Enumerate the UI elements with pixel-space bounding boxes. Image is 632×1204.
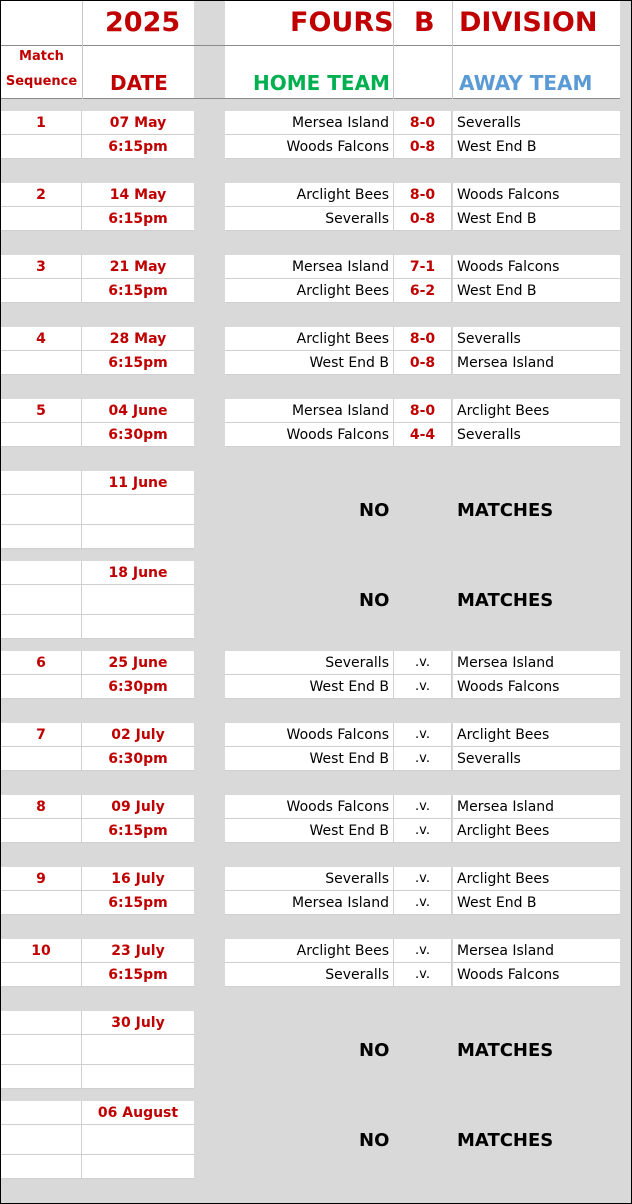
score-cell-text: 7-1 — [409, 259, 436, 275]
matches-label: MATCHES — [457, 1040, 554, 1061]
match-seq-cell — [1, 795, 82, 819]
no-label: NO — [359, 1040, 390, 1061]
away-team-cell-text: Woods Falcons — [457, 187, 560, 203]
away-team-cell — [453, 111, 620, 135]
versus-cell-text: .v. — [415, 799, 430, 814]
blank-seq-cell — [1, 1011, 82, 1035]
match-date-cell — [82, 255, 194, 279]
home-team-cell-text: Woods Falcons — [286, 799, 389, 815]
match-seq-cell-text: 7 — [36, 727, 46, 743]
match-date-cell — [82, 327, 194, 351]
year-title: 2025 — [105, 7, 181, 38]
away-team-cell-text: Arclight Bees — [457, 403, 550, 419]
blank-date-cell — [82, 495, 194, 525]
header-grey-col — [194, 1, 225, 99]
match-seq-blank — [1, 423, 82, 447]
score-cell — [394, 135, 452, 159]
blank-date-cell — [82, 585, 194, 615]
match-time-cell — [82, 891, 194, 915]
blank-date-cell — [82, 1035, 194, 1065]
home-team-cell-text: Mersea Island — [291, 895, 389, 911]
match-seq-cell — [1, 723, 82, 747]
away-team-cell — [453, 675, 620, 699]
away-team-cell — [453, 279, 620, 303]
away-team-cell-text: West End B — [457, 283, 537, 299]
match-seq-cell — [1, 399, 82, 423]
no-match-date-cell-text: 11 June — [108, 475, 168, 491]
no-label: NO — [359, 590, 390, 611]
away-team-cell-text: Mersea Island — [457, 655, 555, 671]
home-team-cell — [225, 423, 394, 447]
away-team-cell — [453, 351, 620, 375]
score-cell — [394, 327, 452, 351]
home-team-cell-text: West End B — [309, 823, 389, 839]
blank-date-cell — [82, 1065, 194, 1089]
match-time-cell — [82, 963, 194, 987]
match-date-cell — [82, 651, 194, 675]
no-match-date-cell-text: 30 July — [111, 1015, 165, 1031]
away-team-cell — [453, 399, 620, 423]
home-team-cell — [225, 327, 394, 351]
match-date-cell-text: 07 May — [109, 115, 167, 131]
versus-cell — [394, 939, 452, 963]
away-team-column-header: AWAY TEAM — [459, 71, 593, 95]
header-vline-3 — [452, 1, 453, 99]
match-date-cell-text: 09 July — [111, 799, 165, 815]
away-team-cell-text: Severalls — [457, 115, 521, 131]
home-team-cell-text: Mersea Island — [291, 115, 389, 131]
versus-cell — [394, 747, 452, 771]
no-match-date-cell — [82, 1011, 194, 1035]
match-time-cell — [82, 135, 194, 159]
home-team-cell-text: Severalls — [325, 871, 389, 887]
versus-cell-text: .v. — [415, 967, 430, 982]
versus-cell-text: .v. — [415, 895, 430, 910]
home-team-cell — [225, 819, 394, 843]
blank-seq-cell — [1, 1155, 82, 1179]
away-team-cell — [453, 651, 620, 675]
match-seq-cell-text: 3 — [36, 259, 46, 275]
away-team-cell — [453, 963, 620, 987]
match-time-cell — [82, 423, 194, 447]
home-team-cell-text: Severalls — [325, 655, 389, 671]
score-cell-text: 8-0 — [409, 331, 436, 347]
match-date-cell-text: 25 June — [108, 655, 168, 671]
home-team-cell-text: West End B — [309, 751, 389, 767]
matches-label: MATCHES — [457, 590, 554, 611]
home-team-cell — [225, 651, 394, 675]
score-cell-text: 6-2 — [409, 283, 436, 299]
home-team-cell — [225, 963, 394, 987]
away-team-cell-text: Severalls — [457, 751, 521, 767]
match-seq-cell — [1, 255, 82, 279]
score-cell — [394, 351, 452, 375]
blank-seq-cell — [1, 561, 82, 585]
match-seq-cell — [1, 651, 82, 675]
blank-date-cell — [82, 1155, 194, 1179]
match-time-cell-text: 6:15pm — [108, 355, 168, 371]
away-team-cell — [453, 255, 620, 279]
home-team-cell — [225, 795, 394, 819]
score-cell — [394, 111, 452, 135]
home-team-cell-text: Arclight Bees — [296, 283, 389, 299]
no-match-date-cell-text: 18 June — [108, 565, 168, 581]
match-seq-blank — [1, 963, 82, 987]
versus-cell — [394, 651, 452, 675]
no-label: NO — [359, 500, 390, 521]
home-team-cell-text: Woods Falcons — [286, 139, 389, 155]
away-team-cell-text: Arclight Bees — [457, 871, 550, 887]
match-date-cell-text: 02 July — [111, 727, 165, 743]
score-cell-text: 4-4 — [409, 427, 436, 443]
away-team-cell-text: Woods Falcons — [457, 967, 560, 983]
blank-seq-cell — [1, 1125, 82, 1155]
match-time-cell-text: 6:30pm — [108, 427, 168, 443]
home-team-cell — [225, 939, 394, 963]
blank-seq-cell — [1, 615, 82, 639]
match-date-cell — [82, 867, 194, 891]
match-seq-cell-text: 5 — [36, 403, 46, 419]
versus-cell-text: .v. — [415, 943, 430, 958]
match-time-cell — [82, 279, 194, 303]
sequence-label: Sequence — [5, 74, 78, 89]
away-team-cell-text: West End B — [457, 139, 537, 155]
match-date-cell — [82, 111, 194, 135]
match-seq-cell-text: 1 — [36, 115, 46, 131]
match-date-cell-text: 04 June — [108, 403, 168, 419]
versus-cell — [394, 819, 452, 843]
home-team-cell — [225, 207, 394, 231]
home-team-cell — [225, 399, 394, 423]
match-seq-cell-text: 8 — [36, 799, 46, 815]
home-team-cell-text: West End B — [309, 679, 389, 695]
blank-seq-cell — [1, 1101, 82, 1125]
home-team-cell — [225, 135, 394, 159]
away-team-cell — [453, 327, 620, 351]
match-seq-blank — [1, 819, 82, 843]
match-date-cell-text: 28 May — [109, 331, 167, 347]
match-seq-blank — [1, 279, 82, 303]
blank-seq-cell — [1, 471, 82, 495]
match-time-cell — [82, 207, 194, 231]
score-cell-text: 8-0 — [409, 115, 436, 131]
away-team-cell-text: Woods Falcons — [457, 259, 560, 275]
home-team-cell — [225, 111, 394, 135]
home-team-cell — [225, 351, 394, 375]
score-cell-text: 0-8 — [409, 139, 436, 155]
match-time-cell — [82, 351, 194, 375]
versus-cell — [394, 675, 452, 699]
match-time-cell — [82, 747, 194, 771]
away-team-cell-text: Mersea Island — [457, 943, 555, 959]
away-team-cell — [453, 423, 620, 447]
versus-cell-text: .v. — [415, 871, 430, 886]
versus-cell-text: .v. — [415, 823, 430, 838]
match-label: Match — [19, 49, 64, 64]
match-seq-cell-text: 9 — [36, 871, 46, 887]
versus-cell — [394, 723, 452, 747]
away-team-cell — [453, 183, 620, 207]
away-team-cell-text: Mersea Island — [457, 355, 555, 371]
blank-seq-cell — [1, 1065, 82, 1089]
header-line-bottom — [1, 98, 620, 99]
match-seq-blank — [1, 351, 82, 375]
away-team-cell-text: Severalls — [457, 331, 521, 347]
match-date-cell-text: 14 May — [109, 187, 167, 203]
away-team-cell-text: West End B — [457, 895, 537, 911]
home-team-cell-text: Mersea Island — [291, 259, 389, 275]
score-cell — [394, 255, 452, 279]
match-date-cell — [82, 795, 194, 819]
match-seq-blank — [1, 135, 82, 159]
no-match-date-cell — [82, 471, 194, 495]
home-team-cell — [225, 891, 394, 915]
match-seq-cell — [1, 327, 82, 351]
match-date-cell — [82, 183, 194, 207]
no-match-date-cell-text: 06 August — [97, 1105, 179, 1121]
versus-cell — [394, 867, 452, 891]
match-date-cell-text: 16 July — [111, 871, 165, 887]
match-seq-cell-text: 4 — [36, 331, 46, 347]
home-team-cell-text: Severalls — [325, 211, 389, 227]
no-match-date-cell — [82, 1101, 194, 1125]
score-cell — [394, 423, 452, 447]
away-team-cell-text: Woods Falcons — [457, 679, 560, 695]
versus-cell-text: .v. — [415, 679, 430, 694]
away-team-cell — [453, 939, 620, 963]
match-seq-cell — [1, 939, 82, 963]
score-cell-text: 0-8 — [409, 211, 436, 227]
no-match-date-cell — [82, 561, 194, 585]
match-time-cell-text: 6:15pm — [108, 139, 168, 155]
away-team-cell — [453, 135, 620, 159]
home-team-cell — [225, 675, 394, 699]
away-team-cell — [453, 723, 620, 747]
header-line-top — [1, 45, 620, 46]
no-label: NO — [359, 1130, 390, 1151]
away-team-cell — [453, 207, 620, 231]
match-seq-blank — [1, 207, 82, 231]
match-seq-cell-text: 6 — [36, 655, 46, 671]
match-seq-blank — [1, 675, 82, 699]
title-division: DIVISION — [459, 7, 598, 38]
match-date-cell-text: 23 July — [111, 943, 165, 959]
match-date-cell — [82, 399, 194, 423]
home-team-cell — [225, 255, 394, 279]
home-team-cell-text: Arclight Bees — [296, 187, 389, 203]
away-team-cell-text: Arclight Bees — [457, 823, 550, 839]
match-time-cell-text: 6:15pm — [108, 823, 168, 839]
away-team-cell-text: West End B — [457, 211, 537, 227]
blank-seq-cell — [1, 1035, 82, 1065]
blank-date-cell — [82, 525, 194, 549]
match-date-cell — [82, 939, 194, 963]
match-time-cell-text: 6:15pm — [108, 283, 168, 299]
home-team-column-header: HOME TEAM — [253, 71, 390, 95]
home-team-cell-text: Mersea Island — [291, 403, 389, 419]
score-cell-text: 8-0 — [409, 187, 436, 203]
match-time-cell-text: 6:15pm — [108, 211, 168, 227]
score-cell — [394, 183, 452, 207]
match-seq-cell — [1, 867, 82, 891]
home-team-cell — [225, 279, 394, 303]
away-team-cell-text: Arclight Bees — [457, 727, 550, 743]
away-team-cell-text: Mersea Island — [457, 799, 555, 815]
date-column-header: DATE — [110, 71, 168, 95]
home-team-cell — [225, 867, 394, 891]
match-seq-blank — [1, 891, 82, 915]
matches-label: MATCHES — [457, 500, 554, 521]
home-team-cell — [225, 723, 394, 747]
match-time-cell-text: 6:15pm — [108, 967, 168, 983]
score-cell — [394, 399, 452, 423]
home-team-cell-text: West End B — [309, 355, 389, 371]
match-time-cell — [82, 819, 194, 843]
blank-date-cell — [82, 1125, 194, 1155]
score-cell-text: 8-0 — [409, 403, 436, 419]
match-seq-cell — [1, 111, 82, 135]
match-seq-blank — [1, 747, 82, 771]
home-team-cell-text: Severalls — [325, 967, 389, 983]
versus-cell-text: .v. — [415, 727, 430, 742]
away-team-cell — [453, 891, 620, 915]
home-team-cell-text: Woods Falcons — [286, 427, 389, 443]
match-date-cell-text: 21 May — [109, 259, 167, 275]
title-b: B — [414, 7, 435, 38]
versus-cell — [394, 963, 452, 987]
score-cell — [394, 279, 452, 303]
match-seq-cell — [1, 183, 82, 207]
home-team-cell-text: Woods Falcons — [286, 727, 389, 743]
versus-cell — [394, 795, 452, 819]
title-fours: FOURS — [290, 7, 394, 38]
match-seq-cell-text: 10 — [31, 943, 51, 959]
blank-seq-cell — [1, 585, 82, 615]
match-time-cell — [82, 675, 194, 699]
home-team-cell — [225, 747, 394, 771]
score-cell — [394, 207, 452, 231]
blank-seq-cell — [1, 525, 82, 549]
match-time-cell-text: 6:30pm — [108, 679, 168, 695]
match-time-cell-text: 6:15pm — [108, 895, 168, 911]
header-vline-1 — [82, 1, 83, 99]
home-team-cell-text: Arclight Bees — [296, 943, 389, 959]
home-team-cell — [225, 183, 394, 207]
home-team-cell-text: Arclight Bees — [296, 331, 389, 347]
match-time-cell-text: 6:30pm — [108, 751, 168, 767]
versus-cell-text: .v. — [415, 655, 430, 670]
matches-label: MATCHES — [457, 1130, 554, 1151]
score-cell-text: 0-8 — [409, 355, 436, 371]
match-seq-cell-text: 2 — [36, 187, 46, 203]
away-team-cell-text: Severalls — [457, 427, 521, 443]
away-team-cell — [453, 867, 620, 891]
blank-date-cell — [82, 615, 194, 639]
away-team-cell — [453, 747, 620, 771]
away-team-cell — [453, 819, 620, 843]
blank-seq-cell — [1, 495, 82, 525]
match-date-cell — [82, 723, 194, 747]
versus-cell-text: .v. — [415, 751, 430, 766]
versus-cell — [394, 891, 452, 915]
away-team-cell — [453, 795, 620, 819]
